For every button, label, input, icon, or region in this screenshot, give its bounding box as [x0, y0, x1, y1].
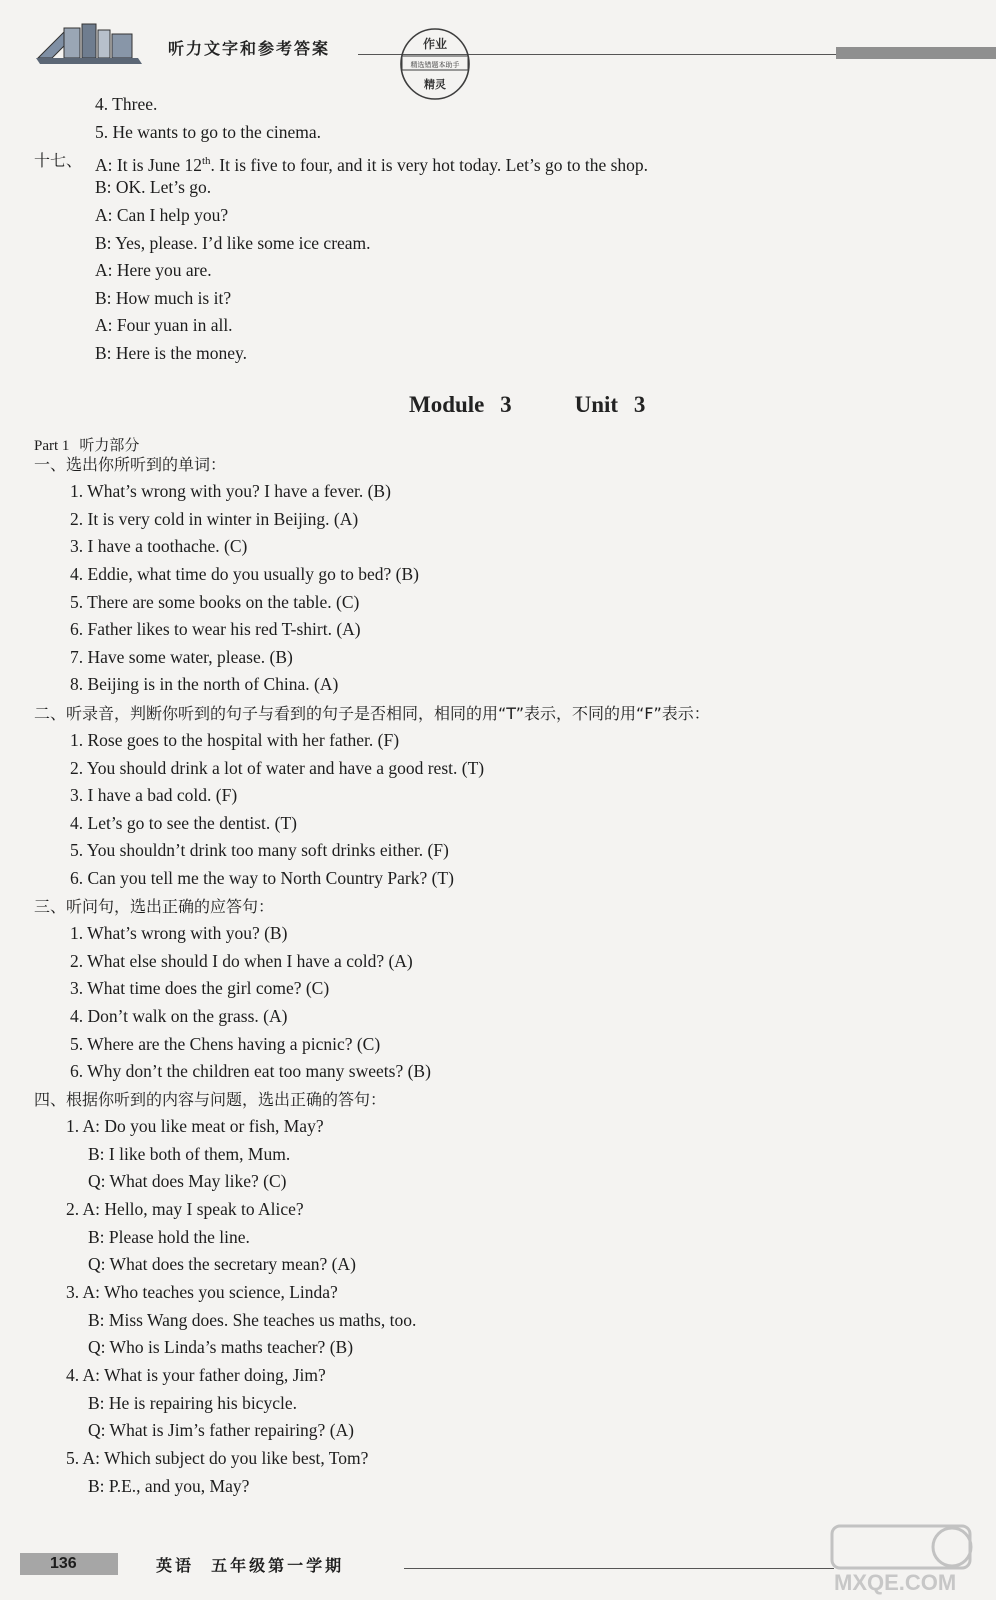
page-header — [0, 0, 996, 90]
part-label — [34, 434, 139, 455]
dialogue-text: . It is five to four, and it is very hot today. Let’s go to the shop. — [210, 154, 649, 175]
question-item: 5. There are some books on the table. (C) — [70, 592, 360, 612]
dialogue-line: A: Four yuan in all. — [95, 315, 233, 335]
superscript: th — [201, 155, 211, 167]
question-item: 4. Don’t walk on the grass. (A) — [70, 1006, 288, 1026]
question-item: 4. Eddie, what time do you usually go to bed? (B) — [70, 564, 419, 584]
question-item: 1. What’s wrong with you? (B) — [70, 923, 288, 943]
footer-title: 英语 五年级第一学期 — [156, 1556, 345, 1575]
question-item: 5. Where are the Chens having a picnic? (C) — [70, 1034, 381, 1054]
dialogue-question: Q: Who is Linda’s maths teacher? (B) — [88, 1337, 354, 1357]
dialogue-line-b: B: P.E., and you, May? — [88, 1476, 250, 1496]
question-item: 1. Rose goes to the hospital with her father. (F) — [70, 730, 400, 750]
section-1-heading: 一、选出你所听到的单词： — [34, 455, 227, 474]
answer-line: 5. He wants to go to the cinema. — [95, 122, 321, 142]
dialogue-line — [95, 151, 648, 175]
part-number: Part 1 — [34, 438, 70, 454]
dialogue-text: A: It is June 12 — [95, 154, 202, 175]
stamp-middle-text: 精选错题本助手 — [410, 61, 460, 69]
dialogue-line-a: 3. A: Who teaches you science, Linda? — [66, 1282, 338, 1302]
question-item: 2. You should drink a lot of water and have a good rest. (T) — [70, 758, 485, 778]
dialogue-question: Q: What does the secretary mean? (A) — [88, 1254, 356, 1274]
watermark-text: MXQE.COM — [834, 1570, 957, 1595]
dialogue-line: B: How much is it? — [95, 288, 232, 308]
question-item: 1. What’s wrong with you? I have a fever. (B) — [70, 481, 391, 501]
dialogue-line-a: 2. A: Hello, may I speak to Alice? — [66, 1199, 304, 1219]
section-4-heading: 四、根据你听到的内容与问题，选出正确的答句： — [34, 1090, 387, 1109]
dialogue-line-a: 4. A: What is your father doing, Jim? — [66, 1365, 326, 1385]
dialogue-question: Q: What is Jim’s father repairing? (A) — [88, 1420, 354, 1440]
footer-rule — [404, 1568, 834, 1569]
question-item: 6. Can you tell me the way to North Country Park? (T) — [70, 868, 454, 888]
watermark-logo — [826, 1522, 986, 1596]
dialogue-line: B: Here is the money. — [95, 343, 247, 363]
question-item: 4. Let’s go to see the dentist. (T) — [70, 813, 297, 833]
dialogue-line: A: Can I help you? — [95, 205, 229, 225]
question-item: 2. What else should I do when I have a cold? (A) — [70, 951, 413, 971]
question-item: 8. Beijing is in the north of China. (A) — [70, 674, 339, 694]
dialogue-line: B: Yes, please. I’d like some ice cream. — [95, 233, 371, 253]
header-bar — [836, 47, 996, 59]
question-item: 6. Why don’t the children eat too many sweets? (B) — [70, 1061, 431, 1081]
question-item: 3. I have a toothache. (C) — [70, 536, 248, 556]
dialogue-question: Q: What does May like? (C) — [88, 1171, 287, 1191]
question-item: 5. You shouldn’t drink too many soft drinks either. (F) — [70, 840, 449, 860]
stamp-bottom-text: 精灵 — [424, 78, 446, 91]
dialogue-line: B: OK. Let’s go. — [95, 177, 212, 197]
books-icon — [34, 18, 144, 66]
question-item: 6. Father likes to wear his red T-shirt. (A) — [70, 619, 361, 639]
question-item: 7. Have some water, please. (B) — [70, 647, 293, 667]
stamp-logo — [398, 26, 472, 102]
dialogue-line-a: 5. A: Which subject do you like best, Tom? — [66, 1448, 369, 1468]
bleed-through — [610, 262, 616, 283]
dialogue-line-a: 1. A: Do you like meat or fish, May? — [66, 1116, 324, 1136]
section-2-heading: 二、听录音，判断你听到的句子与看到的句子是否相同，相同的用“T”表示，不同的用“F”表示： — [34, 704, 710, 723]
part-title: 听力部分 — [79, 436, 140, 454]
question-item: 3. What time does the girl come? (C) — [70, 978, 330, 998]
question-item: 3. I have a bad cold. (F) — [70, 785, 238, 805]
section-3-heading: 三、听问句，选出正确的应答句： — [34, 897, 275, 916]
dialogue-line: A: Here you are. — [95, 260, 212, 280]
stamp-top-text: 作业 — [422, 37, 448, 51]
question-item: 2. It is very cold in winter in Beijing. (A) — [70, 509, 359, 529]
section-17-label: 十七、 — [34, 151, 83, 170]
page-number: 136 — [50, 1555, 77, 1572]
answer-line: 4. Three. — [95, 94, 158, 114]
dialogue-line-b: B: Please hold the line. — [88, 1227, 250, 1247]
module-heading: Module 3 Unit 3 — [409, 392, 646, 417]
dialogue-line-b: B: Miss Wang does. She teaches us maths, too. — [88, 1310, 417, 1330]
header-title: 听力文字和参考答案 — [168, 39, 331, 58]
dialogue-line-b: B: He is repairing his bicycle. — [88, 1393, 297, 1413]
dialogue-line-b: B: I like both of them, Mum. — [88, 1144, 291, 1164]
